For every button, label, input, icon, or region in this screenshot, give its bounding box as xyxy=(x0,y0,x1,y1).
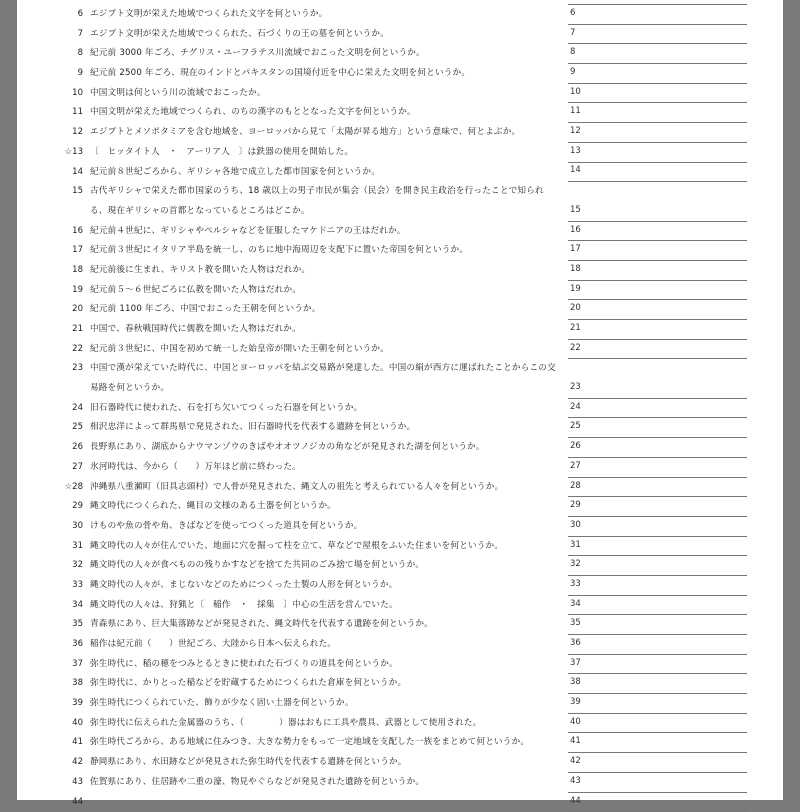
question-number: 34 xyxy=(72,599,83,610)
question-number: 36 xyxy=(72,639,83,650)
question-text: 古代ギリシャで栄えた都市国家のうち、18 歳以上の男子市民が集会（民会）を開き民主政治を行ったことで知られる、現在ギリシャの首都となっているところはどこか。 xyxy=(90,186,544,216)
answer-field[interactable] xyxy=(568,320,747,340)
answer-number: 37 xyxy=(570,657,581,668)
question-row xyxy=(17,399,783,419)
question-text: 弥生時代ごろから、ある地域に住みつき、大きな勢力をもって一定地域を支配した一族をまとめて何というか。 xyxy=(90,737,530,748)
answer-field[interactable] xyxy=(568,438,747,458)
question-number: 17 xyxy=(72,245,83,256)
answer-field[interactable] xyxy=(568,615,747,635)
question-number: 22 xyxy=(72,343,83,354)
answer-field[interactable] xyxy=(568,753,747,773)
question-row xyxy=(17,773,783,793)
question-row xyxy=(17,103,783,123)
answer-field[interactable] xyxy=(568,773,747,793)
answer-number: 31 xyxy=(570,539,581,550)
answer-field[interactable] xyxy=(568,793,747,812)
question-number: 12 xyxy=(72,127,83,138)
question-row xyxy=(17,64,783,84)
answer-number: 23 xyxy=(570,382,581,393)
question-row xyxy=(17,44,783,64)
question-row xyxy=(17,320,783,340)
question-number: 8 xyxy=(77,48,83,59)
answer-field[interactable] xyxy=(568,635,747,655)
worksheet-page xyxy=(17,0,783,807)
question-text: エジプト文明が栄えた地域でつくられた、石づくりの王の墓を何というか。 xyxy=(90,28,389,39)
question-text: 縄文時代の人々は、狩猟と〔 稲作 ・ 採集 〕中心の生活を営んでいた。 xyxy=(90,599,398,610)
question-number: 26 xyxy=(72,442,83,453)
question-text: 縄文時代の人々が食べものの残りかすなどを捨てた共同のごみ捨て場を何というか。 xyxy=(90,560,425,571)
answer-number: 28 xyxy=(570,480,581,491)
answer-number: 22 xyxy=(570,342,581,353)
question-row xyxy=(17,123,783,143)
question-number: 9 xyxy=(77,68,83,79)
answer-field[interactable] xyxy=(568,300,747,320)
answer-field[interactable] xyxy=(568,241,747,261)
question-text: 長野県にあり、湖底からナウマンゾウのきばやオオツノジカの角などが発見された湖を何というか。 xyxy=(90,442,485,453)
question-number: 16 xyxy=(72,225,83,236)
question-number: 10 xyxy=(72,87,83,98)
question-row xyxy=(17,635,783,655)
question-text: 旧石器時代に使われた、石を打ち欠いてつくった石器を何というか。 xyxy=(90,402,363,413)
answer-number: 14 xyxy=(570,165,581,176)
question-number: 19 xyxy=(72,284,83,295)
question-number: 14 xyxy=(72,166,83,177)
answer-number: 34 xyxy=(570,598,581,609)
question-row xyxy=(17,25,783,45)
answer-number: 18 xyxy=(570,263,581,274)
question-text: 紀元前８世紀ごろから、ギリシャ各地で成立した都市国家を何というか。 xyxy=(90,166,381,177)
question-number: 29 xyxy=(72,501,83,512)
question-row xyxy=(17,300,783,320)
answer-field[interactable] xyxy=(568,5,747,25)
answer-number: 9 xyxy=(570,67,576,78)
answer-field[interactable] xyxy=(568,143,747,163)
question-row xyxy=(17,241,783,261)
question-text: 縄文時代の人々が住んでいた、地面に穴を掘って柱を立て、草などで屋根をふいた住まいを何というか。 xyxy=(90,540,504,551)
answer-field[interactable] xyxy=(568,674,747,694)
answer-number: 10 xyxy=(570,86,581,97)
answer-number: 19 xyxy=(570,283,581,294)
question-number: 35 xyxy=(72,619,83,630)
answer-number: 44 xyxy=(570,795,581,806)
question-text: 紀元前後に生まれ、キリスト教を開いた人物はだれか。 xyxy=(90,264,311,275)
question-text: 中国文明が栄えた地域でつくられ、のちの漢字のもととなった文字を何というか。 xyxy=(90,107,416,118)
answer-field[interactable] xyxy=(568,123,747,143)
question-number: 44 xyxy=(72,796,83,807)
question-row xyxy=(17,359,783,398)
question-text: 沖縄県八重瀬町（旧具志頭村）で人骨が発見された、縄文人の祖先と考えられている人々を何というか。 xyxy=(90,481,504,492)
question-number: 24 xyxy=(72,402,83,413)
answer-field[interactable] xyxy=(568,399,747,419)
question-number: 23 xyxy=(72,363,83,374)
question-list xyxy=(17,5,783,812)
question-text: 中国文明は何という川の流域でおこったか。 xyxy=(90,87,266,98)
question-row xyxy=(17,222,783,242)
question-number: 11 xyxy=(72,107,83,118)
question-number: 38 xyxy=(72,678,83,689)
answer-number: 15 xyxy=(570,204,581,215)
question-text: 静岡県にあり、水田跡などが発見された弥生時代を代表する遺跡を何というか。 xyxy=(90,757,407,768)
answer-number: 17 xyxy=(570,244,581,255)
answer-number: 27 xyxy=(570,460,581,471)
answer-field[interactable] xyxy=(568,556,747,576)
question-number: 21 xyxy=(72,324,83,335)
question-row xyxy=(17,281,783,301)
question-number: ☆28 xyxy=(64,481,83,492)
question-text: 中国で、春秋戦国時代に儒教を開いた人物はだれか。 xyxy=(90,324,301,335)
answer-field[interactable] xyxy=(568,418,747,438)
question-row xyxy=(17,261,783,281)
question-row xyxy=(17,163,783,183)
answer-number: 21 xyxy=(570,323,581,333)
answer-field[interactable] xyxy=(568,733,747,753)
answer-field[interactable] xyxy=(568,84,747,104)
question-text: 弥生時代に、稲の穂をつみとるときに使われた石づくりの道具を何というか。 xyxy=(90,658,398,669)
question-text: エジプト文明が栄えた地域でつくられた文字を何というか。 xyxy=(90,9,328,19)
question-text: 縄文時代の人々が、まじないなどのためにつくった土製の人形を何というか。 xyxy=(90,579,398,590)
question-row xyxy=(17,478,783,498)
question-number: 7 xyxy=(77,28,83,39)
question-row xyxy=(17,497,783,517)
question-text: 紀元前 3000 年ごろ、チグリス・ユーフラテス川流域でおこった文明を何というか。 xyxy=(90,48,425,59)
answer-number: 13 xyxy=(570,145,581,156)
answer-number: 30 xyxy=(570,519,581,530)
question-text: 〔 ヒッタイト人 ・ アーリア人 〕は鉄器の使用を開始した。 xyxy=(90,146,354,157)
answer-field[interactable] xyxy=(568,655,747,675)
answer-field[interactable] xyxy=(568,44,747,64)
question-text: 紀元前 2500 年ごろ、現在のインドとパキスタンの国境付近を中心に栄えた文明を何というか。 xyxy=(90,68,471,79)
answer-number: 42 xyxy=(570,756,581,767)
answer-field[interactable] xyxy=(568,163,747,183)
answer-field[interactable] xyxy=(568,64,747,84)
question-row xyxy=(17,438,783,458)
question-text: 弥生時代に、かりとった稲などを貯蔵するためにつくられた倉庫を何というか。 xyxy=(90,678,407,689)
question-text: 中国で漢が栄えていた時代に、中国とヨーロッパを結ぶ交易路が発達した。中国の絹が西方に運ばれたことからこの交易路を何というか。 xyxy=(90,363,556,394)
question-text: 青森県にあり、巨大集落跡などが発見された、縄文時代を代表する遺跡を何というか。 xyxy=(90,619,433,630)
question-number: 20 xyxy=(72,304,83,315)
question-row xyxy=(17,615,783,635)
answer-number: 36 xyxy=(570,638,581,649)
question-text: 紀元前５～６世紀ごろに仏教を開いた人物はだれか。 xyxy=(90,284,302,295)
question-number: 32 xyxy=(72,560,83,571)
question-text: エジプトとメソポタミアを含む地域を、ヨーロッパから見て「太陽が昇る地方」という意味で、何とよぶか。 xyxy=(90,127,521,138)
answer-field[interactable] xyxy=(568,103,747,123)
question-number: 6 xyxy=(77,9,83,19)
answer-field[interactable] xyxy=(568,222,747,242)
answer-number: 41 xyxy=(570,736,581,747)
question-row xyxy=(17,182,783,221)
answer-number: 29 xyxy=(570,500,581,511)
question-text: 紀元前４世紀に、ギリシャやペルシャなどを征服したマケドニアの王はだれか。 xyxy=(90,225,406,236)
question-number: 41 xyxy=(72,737,83,748)
question-row xyxy=(17,143,783,163)
answer-field[interactable] xyxy=(568,261,747,281)
answer-field[interactable] xyxy=(568,281,747,301)
question-row xyxy=(17,340,783,360)
answer-number: 12 xyxy=(570,126,581,137)
answer-number: 8 xyxy=(570,47,576,58)
question-row xyxy=(17,714,783,734)
question-row xyxy=(17,694,783,714)
answer-number: 32 xyxy=(570,559,581,570)
question-text: 縄文時代につくられた、縄目の文様のある土器を何というか。 xyxy=(90,501,337,512)
answer-number: 26 xyxy=(570,441,581,452)
question-row xyxy=(17,418,783,438)
answer-number: 24 xyxy=(570,401,581,412)
question-row xyxy=(17,596,783,616)
question-row xyxy=(17,556,783,576)
answer-field[interactable] xyxy=(568,517,747,537)
answer-field[interactable] xyxy=(568,182,747,221)
answer-field[interactable] xyxy=(568,340,747,360)
answer-field[interactable] xyxy=(568,694,747,714)
question-row xyxy=(17,655,783,675)
question-number: 31 xyxy=(72,540,83,551)
answer-field[interactable] xyxy=(568,576,747,596)
question-number: 37 xyxy=(72,658,83,669)
answer-field[interactable] xyxy=(568,497,747,517)
question-row xyxy=(17,84,783,104)
answer-number: 20 xyxy=(570,303,581,314)
question-number: 33 xyxy=(72,579,83,590)
question-text: 氷河時代は、今から（ ）万年ほど前に終わった。 xyxy=(90,461,301,472)
question-number: 42 xyxy=(72,757,83,768)
question-row xyxy=(17,5,783,25)
answer-field[interactable] xyxy=(568,596,747,616)
answer-number: 39 xyxy=(570,697,581,708)
answer-number: 16 xyxy=(570,224,581,235)
answer-number: 40 xyxy=(570,716,581,727)
answer-number: 7 xyxy=(570,27,576,38)
question-text: 弥生時代につくられていた、飾りが少なく固い土器を何というか。 xyxy=(90,698,354,709)
answer-field[interactable] xyxy=(568,359,747,398)
answer-field[interactable] xyxy=(568,458,747,478)
question-text: けものや魚の骨や角、きばなどを使ってつくった道具を何というか。 xyxy=(90,520,363,531)
question-row xyxy=(17,674,783,694)
question-row xyxy=(17,576,783,596)
answer-field[interactable] xyxy=(568,478,747,498)
question-number: ☆13 xyxy=(64,146,83,157)
question-number: 40 xyxy=(72,717,83,728)
question-number: 15 xyxy=(72,186,83,197)
question-number: 43 xyxy=(72,776,83,787)
question-number: 39 xyxy=(72,698,83,709)
answer-number: 25 xyxy=(570,421,581,432)
answer-field[interactable] xyxy=(568,25,747,45)
answer-number: 6 xyxy=(570,7,576,18)
question-row xyxy=(17,793,783,812)
question-row xyxy=(17,753,783,773)
answer-field[interactable] xyxy=(568,537,747,557)
answer-number: 11 xyxy=(570,106,581,117)
question-text: 弥生時代に伝えられた金属器のうち、（ ）器はおもに工具や農具、武器として使用された。 xyxy=(90,717,482,728)
question-row xyxy=(17,537,783,557)
question-row xyxy=(17,458,783,478)
question-number: 30 xyxy=(72,520,83,531)
question-number: 25 xyxy=(72,422,83,433)
question-number: 18 xyxy=(72,264,83,275)
question-number: 27 xyxy=(72,461,83,472)
question-text: 紀元前 1100 年ごろ、中国でおこった王朝を何というか。 xyxy=(90,304,321,315)
question-text: 紀元前３世紀にイタリア半島を統一し、のちに地中海周辺を支配下に置いた帝国を何というか。 xyxy=(90,245,469,256)
answer-number: 35 xyxy=(570,618,581,629)
answer-number: 38 xyxy=(570,677,581,688)
question-text: 紀元前３世紀に、中国を初めて統一した始皇帝が開いた王朝を何というか。 xyxy=(90,343,389,354)
question-row xyxy=(17,733,783,753)
answer-number: 33 xyxy=(570,578,581,589)
answer-number: 43 xyxy=(570,775,581,786)
question-text: 稲作は紀元前（ ）世紀ごろ、大陸から日本へ伝えられた。 xyxy=(90,639,337,650)
question-row xyxy=(17,517,783,537)
question-text: 相沢忠洋によって群馬県で発見された、旧石器時代を代表する遺跡を何というか。 xyxy=(90,422,416,433)
question-text: 佐賀県にあり、住居跡や二重の濠、物見やぐらなどが発見された遺跡を何というか。 xyxy=(90,776,425,787)
answer-field[interactable] xyxy=(568,714,747,734)
